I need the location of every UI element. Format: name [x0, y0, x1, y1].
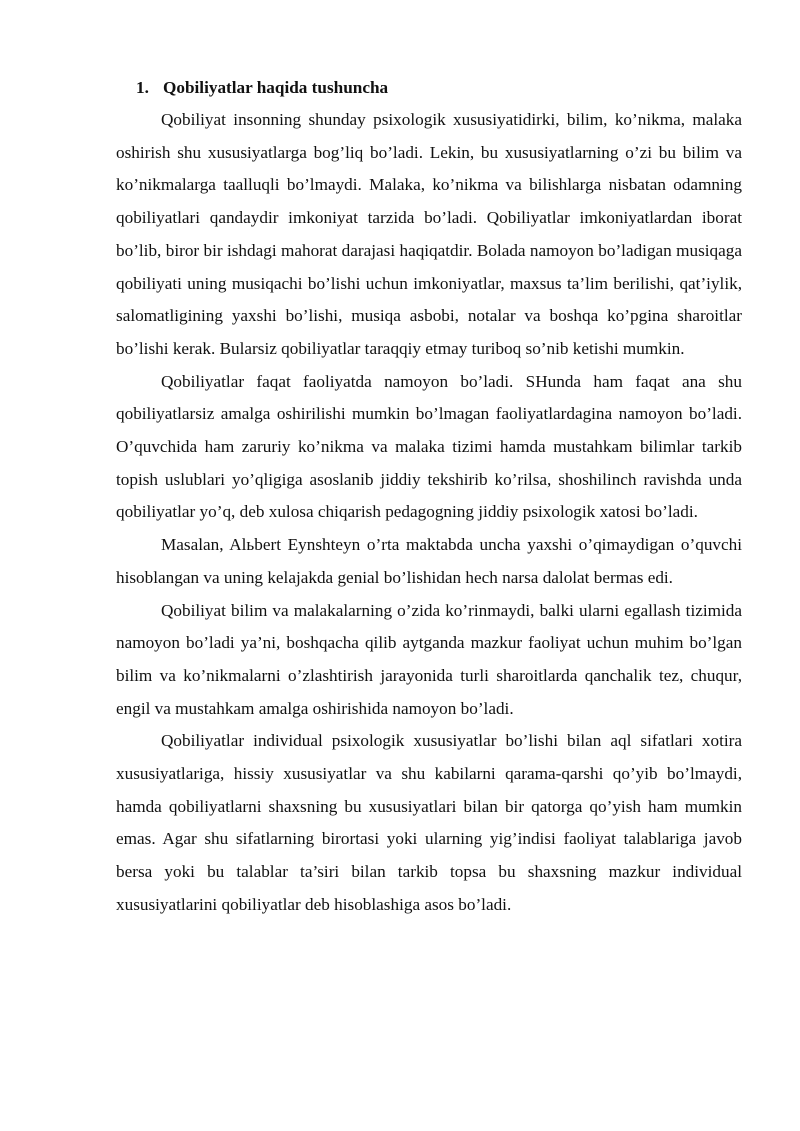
- section-title: Qobiliyatlar haqida tushuncha: [163, 78, 389, 97]
- section-number: 1.: [136, 78, 149, 97]
- section-heading: [116, 75, 742, 101]
- paragraph: Qobiliyatlar faqat faoliyatda namoyon bo’ladi. SHunda ham faqat ana shu qobiliyatlarsiz amalga oshirilishi mumkin bo’lmagan faoliyatlardagina namoyon bo’ladi. O’quvchida ham zaruriy ko’nikma va malaka tizimi hamda mustahkam bilimlar tarkib topish uslublari yo’qligiga asoslanib jiddiy tekshirib ko’rilsa, shoshilinch ravishda unda qobiliyatlar yo’q, deb xulosa chiqarish pedagogning jiddiy psixologik xatosi bo’ladi.: [116, 371, 742, 522]
- paragraph: Qobiliyatlar individual psixologik xususiyatlar bo’lishi bilan aql sifatlari xotira xususiyatlariga, hissiy xususiyatlar va shu kabilarni qarama-qarshi qo’yib bo’lmaydi, hamda qobiliyatlarni shaxsning bu xususiyatlari bilan bir qatorga qo’yish ham mumkin emas. Agar shu sifatlarning birortasi yoki ularning yig’indisi faoliyat talablariga javob bersa yoki bu talablar ta’siri bilan tarkib topsa bu shaxsning mazkur individual xususiyatlarini qobiliyatlar deb hisoblashiga asos bo’ladi.: [116, 731, 742, 914]
- document-body: [116, 75, 742, 922]
- paragraph: Masalan, Alьbert Eynshteyn o’rta maktabda uncha yaxshi o’qimaydigan o’quvchi hisoblangan va uning kelajakda genial bo’lishidan hech narsa dalolat bermas edi.: [116, 535, 742, 587]
- paragraph: Qobiliyat bilim va malakalarning o’zida ko’rinmaydi, balki ularni egallash tizimida namoyon bo’ladi ya’ni, boshqacha qilib aytganda mazkur faoliyat uchun muhim bo’lgan bilim va ko’nikmalarni o’zlashtirish jarayonida turli sharoitlarda qanchalik tez, chuqur, engil va mustahkam amalga oshirishida namoyon bo’ladi.: [116, 600, 742, 718]
- paragraph: Qobiliyat insonning shunday psixologik xususiyatidirki, bilim, ko’nikma, malaka oshirish shu xususiyatlarga bog’liq bo’ladi. Lekin, bu xususiyatlarning o’zi bu bilim va ko’nikmalarga taalluqli bo’lmaydi. Malaka, ko’nikma va bilishlarga nisbatan odamning qobiliyatlari qandaydir imkoniyat tarzida bo’ladi. Qobiliyatlar imkoniyatlardan iborat bo’lib, biror bir ishdagi mahorat darajasi haqiqatdir. Bolada namoyon bo’ladigan musiqaga qobiliyati uning musiqachi bo’lishi uchun imkoniyatlar, maxsus ta’lim berilishi, qat’iylik, salomatligining yaxshi bo’lishi, musiqa asbobi, notalar va boshqa ko’pgina sharoitlar bo’lishi kerak. Bularsiz qobiliyatlar taraqqiy etmay turiboq so’nib ketishi mumkin.: [116, 110, 742, 358]
